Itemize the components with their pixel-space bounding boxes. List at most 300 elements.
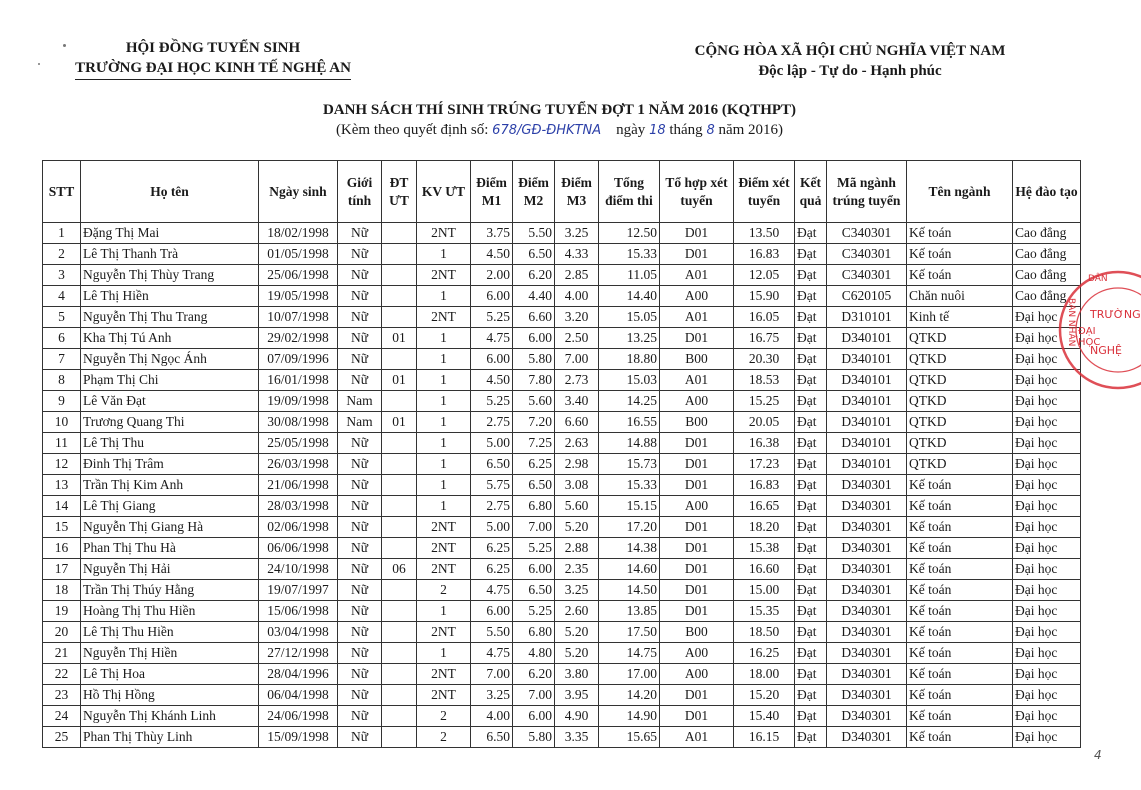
cell-education-level: Đại học (1013, 454, 1081, 475)
header-education-level: Hệ đào tạo (1013, 161, 1081, 223)
cell-admission-score: 16.65 (734, 496, 795, 517)
cell-subject-combo: D01 (660, 685, 734, 706)
cell-score-m1: 5.50 (471, 622, 513, 643)
cell-full-name: Nguyễn Thị Ngọc Ánh (81, 349, 259, 370)
cell-priority-area: 1 (417, 328, 471, 349)
cell-priority-group (382, 517, 417, 538)
decision-month: 8 (706, 123, 715, 138)
cell-birth-date: 21/06/1998 (259, 475, 338, 496)
cell-score-m3: 2.50 (555, 328, 599, 349)
cell-score-m1: 3.25 (471, 685, 513, 706)
cell-total-score: 11.05 (599, 265, 660, 286)
cell-birth-date: 10/07/1998 (259, 307, 338, 328)
cell-stt: 7 (43, 349, 81, 370)
cell-score-m1: 5.75 (471, 475, 513, 496)
cell-priority-group (382, 433, 417, 454)
cell-major-name: Kế toán (907, 664, 1013, 685)
cell-birth-date: 27/12/1998 (259, 643, 338, 664)
day-label: ngày (616, 122, 646, 138)
table-row (43, 517, 1081, 538)
cell-admission-score: 20.05 (734, 412, 795, 433)
cell-education-level: Đại học (1013, 433, 1081, 454)
cell-major-name: Kế toán (907, 496, 1013, 517)
cell-gender: Nam (338, 391, 382, 412)
cell-stt: 24 (43, 706, 81, 727)
issuer-block (40, 38, 386, 80)
national-motto-block (650, 41, 1050, 81)
table-row (43, 580, 1081, 601)
cell-priority-area: 2NT (417, 517, 471, 538)
cell-score-m2: 7.00 (513, 685, 555, 706)
cell-total-score: 15.05 (599, 307, 660, 328)
cell-full-name: Hoàng Thị Thu Hiền (81, 601, 259, 622)
cell-major-name: Kế toán (907, 727, 1013, 748)
header-admission-score: Điểm xét tuyển (734, 161, 795, 223)
cell-result: Đạt (795, 538, 827, 559)
cell-gender: Nữ (338, 328, 382, 349)
seal-arc-left: BAN NHÂN (1066, 298, 1076, 347)
page-initial-mark: 4 (1094, 748, 1102, 762)
cell-score-m3: 2.85 (555, 265, 599, 286)
cell-full-name: Nguyễn Thị Thu Trang (81, 307, 259, 328)
cell-priority-group (382, 475, 417, 496)
header-score-m3: Điểm M3 (555, 161, 599, 223)
cell-score-m1: 6.25 (471, 559, 513, 580)
cell-major-name: Chăn nuôi (907, 286, 1013, 307)
seal-arc-top: DÂN (1088, 274, 1108, 284)
cell-priority-group: 01 (382, 328, 417, 349)
cell-education-level: Đại học (1013, 580, 1081, 601)
cell-birth-date: 03/04/1998 (259, 622, 338, 643)
cell-admission-score: 20.30 (734, 349, 795, 370)
cell-score-m1: 6.00 (471, 286, 513, 307)
country-name: CỘNG HÒA XÃ HỘI CHỦ NGHĨA VIỆT NAM (694, 43, 1006, 59)
cell-major-name: QTKD (907, 370, 1013, 391)
cell-birth-date: 16/01/1998 (259, 370, 338, 391)
cell-total-score: 15.33 (599, 244, 660, 265)
cell-score-m3: 5.60 (555, 496, 599, 517)
table-row (43, 622, 1081, 643)
cell-priority-area: 1 (417, 454, 471, 475)
cell-score-m2: 6.25 (513, 454, 555, 475)
cell-score-m2: 7.80 (513, 370, 555, 391)
cell-full-name: Lê Văn Đạt (81, 391, 259, 412)
cell-education-level: Đại học (1013, 391, 1081, 412)
cell-total-score: 14.75 (599, 643, 660, 664)
cell-major-name: Kinh tế (907, 307, 1013, 328)
cell-admission-score: 18.50 (734, 622, 795, 643)
cell-gender: Nữ (338, 349, 382, 370)
decision-day: 18 (649, 123, 666, 138)
cell-education-level: Đại học (1013, 622, 1081, 643)
cell-admission-score: 15.20 (734, 685, 795, 706)
cell-score-m3: 2.98 (555, 454, 599, 475)
cell-stt: 15 (43, 517, 81, 538)
cell-priority-area: 2 (417, 706, 471, 727)
cell-subject-combo: A00 (660, 286, 734, 307)
cell-score-m2: 6.20 (513, 664, 555, 685)
cell-score-m2: 7.20 (513, 412, 555, 433)
cell-subject-combo: A01 (660, 370, 734, 391)
cell-score-m2: 5.80 (513, 727, 555, 748)
cell-result: Đạt (795, 349, 827, 370)
cell-major-name: QTKD (907, 433, 1013, 454)
cell-score-m3: 3.40 (555, 391, 599, 412)
cell-total-score: 18.80 (599, 349, 660, 370)
seal-line-1: TRƯỜNG (1090, 308, 1141, 321)
cell-education-level: Đại học (1013, 601, 1081, 622)
cell-priority-area: 1 (417, 643, 471, 664)
table-row (43, 643, 1081, 664)
cell-priority-group: 01 (382, 412, 417, 433)
cell-total-score: 15.65 (599, 727, 660, 748)
cell-education-level: Đại học (1013, 328, 1081, 349)
cell-gender: Nữ (338, 370, 382, 391)
cell-major-name: Kế toán (907, 475, 1013, 496)
seal-line-2: ĐẠI HỌC (1078, 326, 1101, 348)
cell-score-m3: 3.35 (555, 727, 599, 748)
cell-birth-date: 24/10/1998 (259, 559, 338, 580)
cell-major-name: Kế toán (907, 601, 1013, 622)
header-total-score: Tổng điểm thi (599, 161, 660, 223)
cell-score-m1: 6.00 (471, 349, 513, 370)
cell-subject-combo: D01 (660, 433, 734, 454)
cell-admission-score: 15.00 (734, 580, 795, 601)
cell-education-level: Đại học (1013, 685, 1081, 706)
cell-major-code: D340301 (827, 538, 907, 559)
issuer-council: HỘI ĐỒNG TUYỂN SINH (125, 40, 301, 56)
cell-score-m1: 6.50 (471, 454, 513, 475)
cell-priority-group (382, 223, 417, 244)
cell-major-code: D340301 (827, 580, 907, 601)
cell-gender: Nữ (338, 286, 382, 307)
cell-total-score: 14.40 (599, 286, 660, 307)
cell-education-level: Đại học (1013, 349, 1081, 370)
cell-score-m3: 3.20 (555, 307, 599, 328)
cell-result: Đạt (795, 454, 827, 475)
cell-stt: 21 (43, 643, 81, 664)
cell-score-m3: 3.08 (555, 475, 599, 496)
cell-gender: Nữ (338, 244, 382, 265)
cell-full-name: Lê Thị Thu (81, 433, 259, 454)
cell-education-level: Cao đẳng (1013, 286, 1081, 307)
year-label: năm 2016) (718, 122, 784, 138)
cell-gender: Nữ (338, 538, 382, 559)
cell-subject-combo: D01 (660, 328, 734, 349)
cell-admission-score: 16.05 (734, 307, 795, 328)
table-row (43, 223, 1081, 244)
cell-gender: Nữ (338, 517, 382, 538)
cell-stt: 22 (43, 664, 81, 685)
cell-priority-area: 1 (417, 370, 471, 391)
cell-priority-group (382, 685, 417, 706)
cell-full-name: Lê Thị Hiền (81, 286, 259, 307)
cell-major-name: QTKD (907, 391, 1013, 412)
header-subject-combo: Tổ hợp xét tuyển (660, 161, 734, 223)
cell-stt: 12 (43, 454, 81, 475)
cell-full-name: Trương Quang Thi (81, 412, 259, 433)
cell-total-score: 14.38 (599, 538, 660, 559)
cell-total-score: 15.33 (599, 475, 660, 496)
cell-score-m1: 6.00 (471, 601, 513, 622)
cell-education-level: Đại học (1013, 559, 1081, 580)
cell-score-m3: 5.20 (555, 622, 599, 643)
cell-admission-score: 18.53 (734, 370, 795, 391)
cell-priority-area: 2NT (417, 622, 471, 643)
cell-gender: Nữ (338, 433, 382, 454)
cell-priority-group (382, 538, 417, 559)
cell-education-level: Đại học (1013, 370, 1081, 391)
cell-score-m3: 4.00 (555, 286, 599, 307)
cell-gender: Nữ (338, 580, 382, 601)
cell-score-m2: 6.60 (513, 307, 555, 328)
cell-admission-score: 16.15 (734, 727, 795, 748)
cell-gender: Nữ (338, 265, 382, 286)
cell-subject-combo: D01 (660, 223, 734, 244)
cell-major-name: Kế toán (907, 559, 1013, 580)
cell-major-name: QTKD (907, 412, 1013, 433)
cell-full-name: Hồ Thị Hồng (81, 685, 259, 706)
cell-total-score: 14.60 (599, 559, 660, 580)
cell-score-m2: 6.20 (513, 265, 555, 286)
cell-score-m1: 3.75 (471, 223, 513, 244)
cell-score-m3: 2.88 (555, 538, 599, 559)
cell-priority-group (382, 622, 417, 643)
cell-priority-area: 1 (417, 496, 471, 517)
cell-priority-group (382, 265, 417, 286)
table-row (43, 601, 1081, 622)
cell-score-m1: 4.75 (471, 328, 513, 349)
table-row (43, 559, 1081, 580)
cell-result: Đạt (795, 517, 827, 538)
table-row (43, 475, 1081, 496)
cell-full-name: Đặng Thị Mai (81, 223, 259, 244)
cell-stt: 18 (43, 580, 81, 601)
cell-full-name: Lê Thị Hoa (81, 664, 259, 685)
cell-priority-group (382, 706, 417, 727)
cell-full-name: Lê Thị Giang (81, 496, 259, 517)
motto-text: Độc lập - Tự do - Hạnh phúc (758, 63, 942, 79)
cell-stt: 5 (43, 307, 81, 328)
cell-major-code: D310101 (827, 307, 907, 328)
cell-birth-date: 06/06/1998 (259, 538, 338, 559)
cell-result: Đạt (795, 328, 827, 349)
cell-birth-date: 30/08/1998 (259, 412, 338, 433)
cell-major-code: D340301 (827, 664, 907, 685)
cell-result: Đạt (795, 307, 827, 328)
cell-score-m2: 5.80 (513, 349, 555, 370)
cell-score-m3: 5.20 (555, 643, 599, 664)
cell-major-name: QTKD (907, 454, 1013, 475)
cell-priority-area: 1 (417, 601, 471, 622)
cell-birth-date: 26/03/1998 (259, 454, 338, 475)
cell-score-m1: 7.00 (471, 664, 513, 685)
cell-priority-group (382, 286, 417, 307)
cell-major-code: D340301 (827, 559, 907, 580)
cell-priority-area: 2NT (417, 307, 471, 328)
cell-priority-group (382, 244, 417, 265)
table-header-row (43, 161, 1081, 223)
cell-major-name: Kế toán (907, 223, 1013, 244)
cell-education-level: Đại học (1013, 706, 1081, 727)
cell-major-code: D340301 (827, 517, 907, 538)
cell-priority-group (382, 601, 417, 622)
cell-education-level: Đại học (1013, 307, 1081, 328)
cell-priority-area: 2NT (417, 559, 471, 580)
cell-result: Đạt (795, 286, 827, 307)
header-priority-group: ĐT ƯT (382, 161, 417, 223)
cell-major-code: C340301 (827, 223, 907, 244)
cell-gender: Nữ (338, 559, 382, 580)
cell-admission-score: 13.50 (734, 223, 795, 244)
cell-full-name: Nguyễn Thị Hiền (81, 643, 259, 664)
cell-score-m3: 6.60 (555, 412, 599, 433)
cell-score-m3: 5.20 (555, 517, 599, 538)
cell-birth-date: 19/05/1998 (259, 286, 338, 307)
cell-education-level: Đại học (1013, 664, 1081, 685)
cell-gender: Nữ (338, 643, 382, 664)
cell-priority-group (382, 727, 417, 748)
cell-full-name: Trần Thị Thúy Hằng (81, 580, 259, 601)
cell-result: Đạt (795, 244, 827, 265)
cell-score-m2: 6.80 (513, 496, 555, 517)
header-major-code: Mã ngành trúng tuyển (827, 161, 907, 223)
header-major-name: Tên ngành (907, 161, 1013, 223)
cell-priority-area: 2NT (417, 223, 471, 244)
cell-admission-score: 16.25 (734, 643, 795, 664)
cell-result: Đạt (795, 706, 827, 727)
cell-admission-score: 18.20 (734, 517, 795, 538)
cell-subject-combo: A00 (660, 664, 734, 685)
cell-gender: Nữ (338, 496, 382, 517)
cell-birth-date: 29/02/1998 (259, 328, 338, 349)
cell-admission-score: 18.00 (734, 664, 795, 685)
cell-education-level: Cao đẳng (1013, 265, 1081, 286)
cell-gender: Nữ (338, 706, 382, 727)
cell-admission-score: 12.05 (734, 265, 795, 286)
cell-major-code: C620105 (827, 286, 907, 307)
cell-score-m2: 4.80 (513, 643, 555, 664)
cell-score-m2: 5.60 (513, 391, 555, 412)
cell-priority-area: 2NT (417, 538, 471, 559)
cell-birth-date: 02/06/1998 (259, 517, 338, 538)
cell-score-m3: 3.25 (555, 223, 599, 244)
cell-full-name: Phạm Thị Chi (81, 370, 259, 391)
table-row (43, 727, 1081, 748)
cell-score-m2: 5.50 (513, 223, 555, 244)
cell-score-m3: 3.80 (555, 664, 599, 685)
cell-total-score: 15.03 (599, 370, 660, 391)
cell-priority-area: 2NT (417, 685, 471, 706)
cell-score-m1: 4.50 (471, 244, 513, 265)
cell-subject-combo: D01 (660, 601, 734, 622)
decision-reference (0, 122, 1119, 139)
cell-result: Đạt (795, 265, 827, 286)
cell-admission-score: 16.38 (734, 433, 795, 454)
cell-major-code: D340301 (827, 685, 907, 706)
cell-birth-date: 18/02/1998 (259, 223, 338, 244)
cell-priority-group: 01 (382, 370, 417, 391)
cell-priority-area: 1 (417, 286, 471, 307)
cell-gender: Nữ (338, 475, 382, 496)
cell-full-name: Nguyễn Thị Giang Hà (81, 517, 259, 538)
cell-stt: 1 (43, 223, 81, 244)
cell-full-name: Kha Thị Tú Anh (81, 328, 259, 349)
cell-full-name: Trần Thị Kim Anh (81, 475, 259, 496)
cell-full-name: Phan Thị Thu Hà (81, 538, 259, 559)
cell-major-code: D340301 (827, 706, 907, 727)
cell-stt: 13 (43, 475, 81, 496)
cell-stt: 9 (43, 391, 81, 412)
cell-score-m1: 5.25 (471, 391, 513, 412)
header-stt: STT (43, 161, 81, 223)
cell-admission-score: 16.83 (734, 244, 795, 265)
cell-major-name: Kế toán (907, 685, 1013, 706)
cell-score-m1: 4.75 (471, 580, 513, 601)
table-row (43, 454, 1081, 475)
cell-score-m2: 6.50 (513, 580, 555, 601)
cell-result: Đạt (795, 685, 827, 706)
cell-score-m3: 4.90 (555, 706, 599, 727)
cell-gender: Nữ (338, 664, 382, 685)
header-score-m2: Điểm M2 (513, 161, 555, 223)
cell-result: Đạt (795, 727, 827, 748)
cell-education-level: Đại học (1013, 517, 1081, 538)
cell-total-score: 16.55 (599, 412, 660, 433)
cell-major-code: D340301 (827, 601, 907, 622)
cell-birth-date: 19/09/1998 (259, 391, 338, 412)
cell-score-m2: 7.25 (513, 433, 555, 454)
cell-major-code: D340301 (827, 475, 907, 496)
cell-score-m1: 4.75 (471, 643, 513, 664)
cell-score-m1: 2.75 (471, 412, 513, 433)
cell-major-name: Kế toán (907, 265, 1013, 286)
cell-admission-score: 16.75 (734, 328, 795, 349)
cell-education-level: Cao đẳng (1013, 244, 1081, 265)
cell-score-m1: 4.50 (471, 370, 513, 391)
cell-score-m1: 5.00 (471, 433, 513, 454)
table-row (43, 244, 1081, 265)
cell-education-level: Đại học (1013, 727, 1081, 748)
cell-major-code: D340101 (827, 370, 907, 391)
cell-result: Đạt (795, 412, 827, 433)
cell-birth-date: 25/06/1998 (259, 265, 338, 286)
issuer-university: TRƯỜNG ĐẠI HỌC KINH TẾ NGHỆ AN (75, 58, 351, 80)
cell-subject-combo: B00 (660, 349, 734, 370)
table-row (43, 685, 1081, 706)
cell-major-code: D340301 (827, 727, 907, 748)
cell-major-name: QTKD (907, 328, 1013, 349)
cell-score-m1: 5.00 (471, 517, 513, 538)
cell-admission-score: 15.25 (734, 391, 795, 412)
cell-full-name: Đinh Thị Trâm (81, 454, 259, 475)
cell-result: Đạt (795, 475, 827, 496)
cell-result: Đạt (795, 643, 827, 664)
cell-stt: 17 (43, 559, 81, 580)
cell-birth-date: 15/09/1998 (259, 727, 338, 748)
cell-stt: 4 (43, 286, 81, 307)
cell-score-m3: 2.63 (555, 433, 599, 454)
cell-birth-date: 25/05/1998 (259, 433, 338, 454)
cell-priority-group (382, 349, 417, 370)
cell-score-m2: 6.80 (513, 622, 555, 643)
cell-score-m1: 2.00 (471, 265, 513, 286)
cell-gender: Nữ (338, 223, 382, 244)
cell-full-name: Nguyễn Thị Thùy Trang (81, 265, 259, 286)
cell-admission-score: 15.40 (734, 706, 795, 727)
cell-result: Đạt (795, 664, 827, 685)
cell-education-level: Đại học (1013, 538, 1081, 559)
